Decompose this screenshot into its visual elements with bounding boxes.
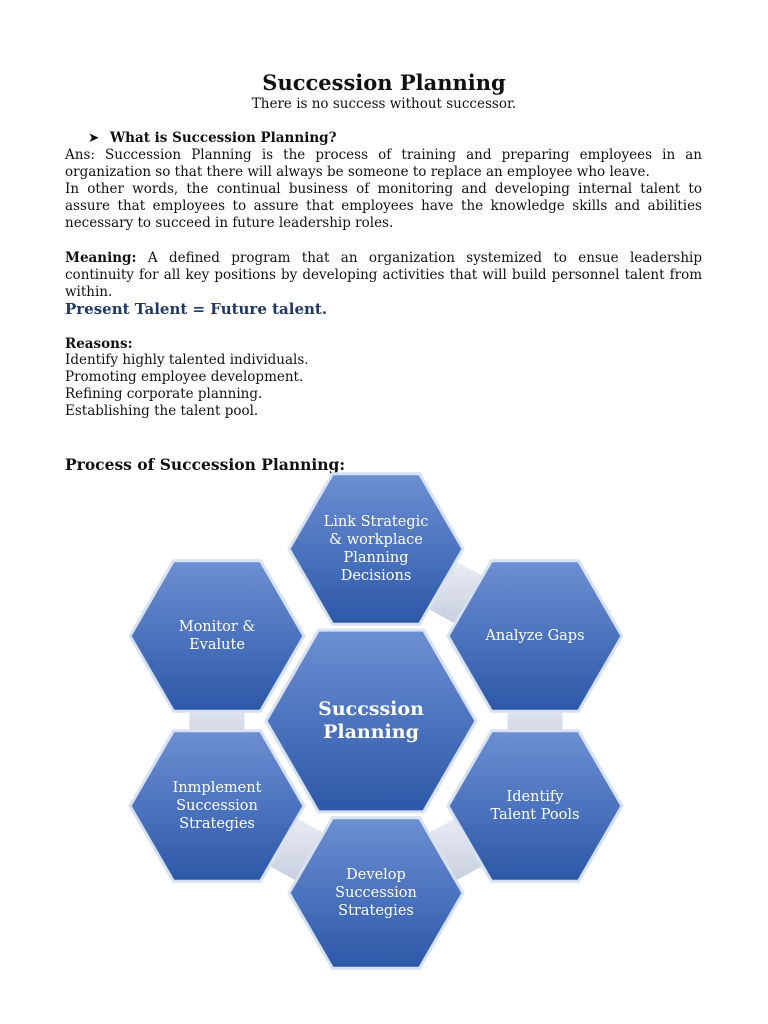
question-text: What is Succession Planning? bbox=[110, 130, 337, 146]
process-diagram bbox=[0, 470, 768, 980]
meaning-text: A defined program that an organization systemized to ensue leadership continuity for all key positions by developing activities that will build personnel talent from within. bbox=[65, 250, 702, 300]
hex-label-line: Inmplement bbox=[172, 780, 262, 796]
hex-label-line: Evalute bbox=[189, 637, 245, 653]
hex-label-line: Analyze Gaps bbox=[485, 628, 585, 644]
hex-label-analyze-gaps bbox=[470, 627, 601, 645]
hex-label-implement-strategies bbox=[152, 779, 283, 833]
process-heading: Process of Succession Planning: bbox=[65, 455, 346, 474]
hex-label-line: Strategies bbox=[338, 903, 414, 919]
hex-label-line: Planning bbox=[323, 721, 419, 743]
highlight-statement: Present Talent = Future talent. bbox=[65, 300, 328, 318]
hex-label-line: Monitor & bbox=[178, 619, 256, 635]
question-heading bbox=[88, 130, 336, 146]
page-subtitle: There is no success without successor. bbox=[251, 96, 517, 112]
reasons-heading: Reasons: bbox=[65, 336, 133, 352]
answer-paragraph-2: In other words, the continual business of monitoring and developing internal talent to assure that employees to assure that employees have the knowledge skills and abilities necessary to succeed in future leadership roles. bbox=[65, 181, 702, 231]
reason-item: Promoting employee development. bbox=[65, 369, 304, 385]
hex-label-line: Talent Pools bbox=[490, 807, 580, 823]
reason-item: Identify highly talented individuals. bbox=[65, 352, 309, 368]
hex-label-link-strategic bbox=[311, 513, 442, 585]
meaning-label: Meaning: bbox=[65, 250, 137, 266]
hex-label-line: Identify bbox=[506, 789, 564, 805]
arrow-bullet-icon: ➤ bbox=[88, 130, 100, 146]
hex-label-line: Develop bbox=[346, 867, 406, 883]
hex-label-line: Succession bbox=[335, 885, 417, 901]
reason-item: Refining corporate planning. bbox=[65, 386, 263, 402]
meaning-paragraph bbox=[65, 250, 702, 301]
hex-label-center bbox=[292, 698, 450, 744]
hex-label-line: & workplace bbox=[329, 532, 423, 548]
hex-label-monitor-evaluate bbox=[152, 618, 283, 654]
reason-item: Establishing the talent pool. bbox=[65, 403, 259, 419]
hex-label-line: Link Strategic bbox=[323, 514, 429, 530]
reasons-list bbox=[65, 352, 309, 420]
hex-label-line: Planning bbox=[343, 550, 409, 566]
hex-label-line: Strategies bbox=[179, 816, 255, 832]
hex-label-line: Succession bbox=[176, 798, 258, 814]
hex-label-identify-talent bbox=[470, 788, 601, 824]
answer-paragraph-1: Ans: Succession Planning is the process of training and preparing employees in an organization so that there will always be someone to replace an employee who leave. bbox=[65, 147, 702, 180]
hex-label-develop-strategies bbox=[311, 866, 442, 920]
hex-label-line: Succssion bbox=[318, 698, 424, 720]
hex-label-line: Decisions bbox=[340, 568, 412, 584]
page-title: Succession Planning bbox=[262, 70, 506, 95]
